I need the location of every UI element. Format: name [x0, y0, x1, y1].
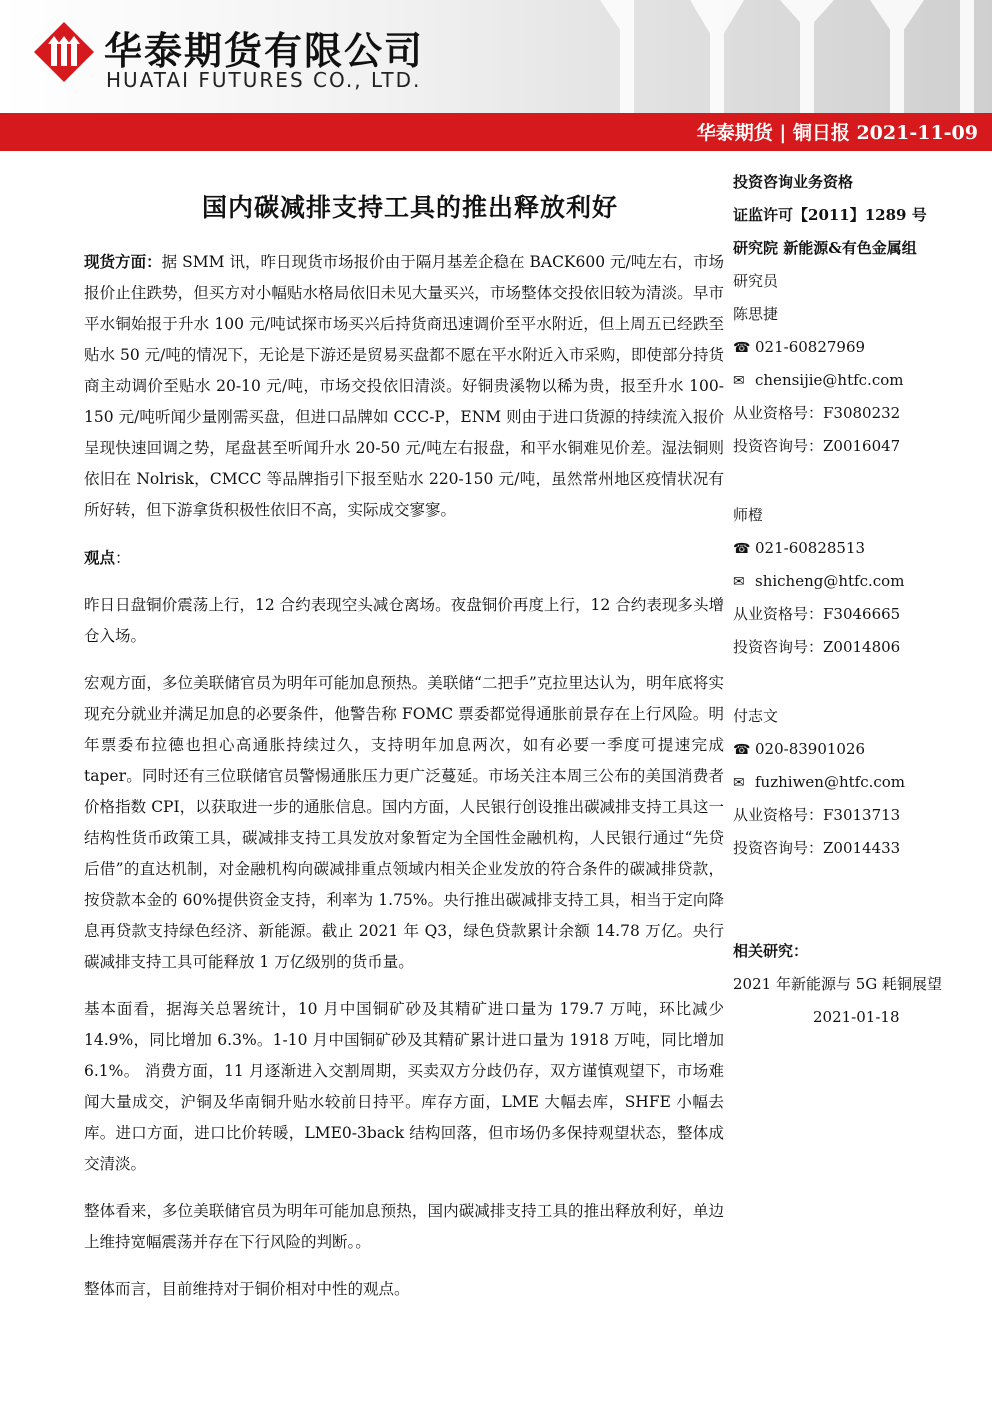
- analyst-email[interactable]: ✉ fuzhiwen@htfc.com: [733, 766, 983, 799]
- sidebar: [733, 166, 983, 1034]
- related-date: 2021-01-18: [813, 1008, 900, 1026]
- institute: 研究院 新能源&有色金属组: [733, 239, 917, 257]
- view-colon: ：: [115, 549, 131, 567]
- analyst-cert: 从业资格号：F3080232: [733, 404, 901, 422]
- view-label: 观点: [84, 548, 116, 567]
- spot-paragraph: [84, 246, 724, 526]
- analyst-name: 师橙: [733, 506, 764, 524]
- phone-icon: ☎: [733, 742, 751, 758]
- analyst-phone: ☎ 020-83901026: [733, 733, 983, 766]
- view-heading: [84, 542, 724, 574]
- paragraph-summary: 整体看来，多位美联储官员为明年可能加息预热，国内碳减排支持工具的推出释放利好，单边上维持宽幅震荡并存在下行风险的判断。。: [84, 1202, 724, 1251]
- phone-icon: ☎: [733, 340, 751, 356]
- paragraph-conclusion: 整体而言，目前维持对于铜价相对中性的观点。: [84, 1280, 410, 1298]
- spot-lead: 现货方面：: [84, 252, 162, 271]
- analyst-consult: 投资咨询号：Z0014806: [733, 638, 901, 656]
- paragraph-macro: 宏观方面，多位美联储官员为明年可能加息预热。美联储“二把手”克拉里达认为，明年底将实现充分就业并满足加息的必要条件，他警告称 FOMC 票委都觉得通胀前景存在上行风险。明年票委布拉德也担心高通胀持续过久，支持明年加息两次，如有必要一季度可提速完成 taper。同时还有三位联储官员警惕通胀压力更广泛蔓延。市场关注本周三公布的美国消费者价格指数 CPI，以获取进一步的通胀信息。国内方面，人民银行创设推出碳减排支持工具这一结构性货币政策工具，碳减排支持工具发放对象暂定为全国性金融机构，人民银行通过“先贷后借”的直达机制，对金融机构向碳减排重点领域内相关企业发放的符合条件的碳减排贷款，按贷款本金的 60%提供资金支持，利率为 1.75%。央行推出碳减排支持工具，相当于定向降息再贷款支持绿色经济、新能源。截止 2021 年 Q3，绿色贷款累计余额 14.78 万亿。央行碳减排支持工具可能释放 1 万亿级别的货币量。: [84, 674, 724, 971]
- role: 研究员: [733, 272, 779, 290]
- email-icon: ✉: [733, 574, 745, 590]
- analyst-name: 陈思捷: [733, 305, 779, 323]
- qualification: 投资咨询业务资格: [733, 173, 854, 191]
- email-icon: ✉: [733, 775, 745, 791]
- main-content: [84, 246, 724, 1305]
- company-logo-icon: [34, 22, 94, 82]
- analyst-cert: 从业资格号：F3046665: [733, 605, 901, 623]
- analyst-cert: 从业资格号：F3013713: [733, 806, 901, 824]
- license: 证监许可【2011】1289 号: [733, 206, 927, 224]
- analyst-consult: 投资咨询号：Z0016047: [733, 437, 901, 455]
- company-name-cn: 华泰期货有限公司: [104, 29, 425, 73]
- company-name-en: HUATAI FUTURES CO., LTD.: [106, 68, 422, 92]
- email-icon: ✉: [733, 373, 745, 389]
- phone-icon: ☎: [733, 541, 751, 557]
- analyst-name: 付志文: [733, 707, 779, 725]
- analyst-consult: 投资咨询号：Z0014433: [733, 839, 901, 857]
- related-label: 相关研究：: [733, 942, 809, 960]
- paragraph-fundamentals: 基本面看，据海关总署统计，10 月中国铜矿砂及其精矿进口量为 179.7 万吨，环比减少 14.9%，同比增加 6.3%。1-10 月中国铜矿砂及其精矿累计进口量为 1918 万吨，同比增加 6.1%。 消费方面，11 月逐渐进入交割周期，买卖双方分歧仍存，双方谨慎观望下，市场难闻大量成交，沪铜及华南铜升贴水较前日持平。库存方面，LME 大幅去库，SHFE 小幅去库。进口方面，进口比价转暖，LME0-3back 结构回落，但市场仍多保持观望状态，整体成交清淡。: [84, 1000, 724, 1173]
- paragraph-market: 昨日日盘铜价震荡上行，12 合约表现空头减仓离场。夜盘铜价再度上行，12 合约表现多头增仓入场。: [84, 596, 724, 645]
- report-title: 国内碳减排支持工具的推出释放利好: [201, 193, 618, 222]
- analyst-email[interactable]: ✉ chensijie@htfc.com: [733, 364, 983, 397]
- related-title[interactable]: 2021 年新能源与 5G 耗铜展望: [733, 975, 943, 993]
- header-decoration: [600, 0, 992, 113]
- analyst-phone: ☎ 021-60827969: [733, 331, 983, 364]
- spot-text: 据 SMM 讯，昨日现货市场报价由于隔月基差企稳在 BACK600 元/吨左右，市场报价止住跌势，但买方对小幅贴水格局依旧未见大量买兴，市场整体交投依旧较为清淡。早市平水铜始报于升水 100 元/吨试探市场买兴后持货商迅速调价至平水附近，但上周五已经跌至贴水 50 元/吨的情况下，无论是下游还是贸易买盘都不愿在平水附近入市采购，即使部分持货商主动调价至贴水 20-10 元/吨，市场交投依旧清淡。好铜贵溪物以稀为贵，报至升水 100-150 元/吨听闻少量刚需买盘，但进口品牌如 CCC-P，ENM 则由于进口货源的持续流入报价呈现快速回调之势，尾盘甚至听闻升水 20-50 元/吨左右报盘，和平水铜难见价差。湿法铜则依旧在 Nolrisk，CMCC 等品牌指引下报至贴水 220-150 元/吨，虽然常州地区疫情状况有所好转，但下游拿货积极性依旧不高，实际成交寥寥。: [84, 253, 724, 519]
- analyst-email[interactable]: ✉ shicheng@htfc.com: [733, 565, 983, 598]
- report-tag: 华泰期货 | 铜日报 2021-11-09: [696, 122, 978, 144]
- analyst-phone: ☎ 021-60828513: [733, 532, 983, 565]
